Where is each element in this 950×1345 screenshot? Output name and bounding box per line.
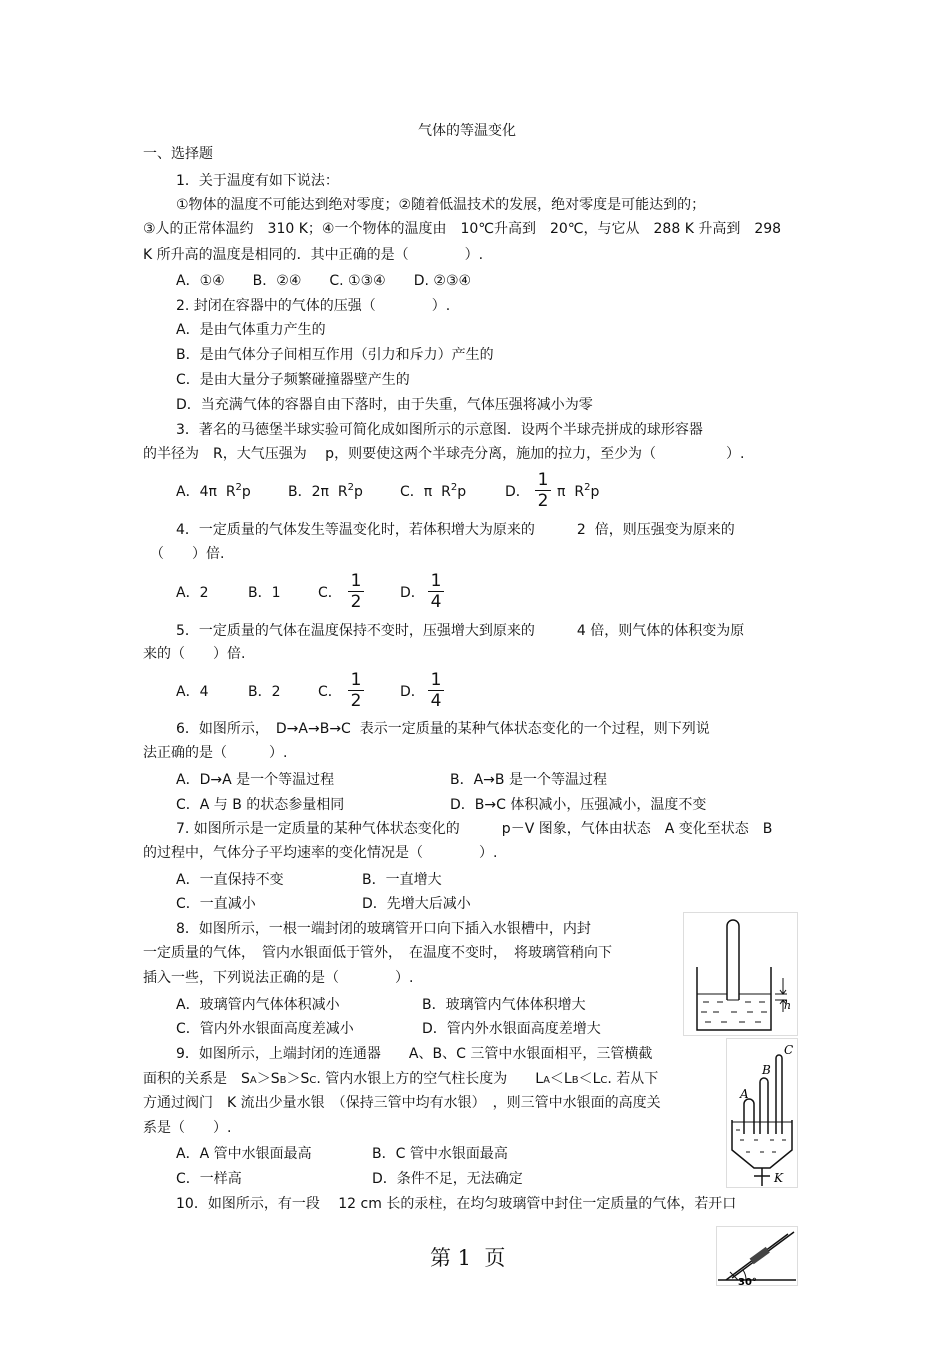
q9-line1: 9．如图所示，上端封闭的连通器 A、B、C 三管中水银面相平，三管横截 (176, 1046, 653, 1062)
q9-fig-label-k: K (774, 1171, 783, 1185)
q7-option-a: A．一直保持不变 (176, 872, 284, 888)
q7-line2: 的过程中，气体分子平均速率的变化情况是（ ）. (143, 845, 498, 861)
q4-line1: 4．一定质量的气体发生等温变化时，若体积增大为原来的 2 倍，则压强变为原来的 (176, 522, 735, 538)
q4-c-fraction: $\frac{1}{2}$ (348, 572, 364, 611)
q5-d-fraction: $\frac{1}{4}$ (428, 671, 444, 710)
q4-line2: （ ）倍. (150, 546, 225, 562)
q7-option-d: D．先增大后减小 (362, 896, 471, 912)
q5-option-c: C． (318, 684, 342, 700)
q3-option-b: B．2π $R^2p$ (288, 482, 363, 500)
q5-c-fraction: $\frac{1}{2}$ (348, 671, 364, 710)
q3-fraction: $\frac{1}{2}$ (535, 471, 551, 510)
q9-option-b: B．C 管中水银面最高 (372, 1146, 508, 1162)
q4-option-d: D． (400, 585, 425, 601)
q1-options: A．①④ B．②④ C. ①③④ D. ②③④ (176, 273, 472, 289)
q2-stem: 2. 封闭在容器中的气体的压强（ ）. (176, 298, 451, 314)
q4-option-a: A．2 (176, 585, 209, 601)
q3-option-c: C．π $R^2p$ (400, 482, 467, 500)
q8-tube-figure (683, 912, 798, 1036)
q1-line3: K 所升高的温度是相同的．其中正确的是（ ）. (143, 247, 484, 263)
q6-line2: 法正确的是（ ）. (143, 745, 288, 761)
q9-option-c: C．一样高 (176, 1171, 242, 1187)
q10-tilted-tube-figure (716, 1226, 798, 1286)
q10-fig-angle-label: 30° (738, 1277, 757, 1286)
q3-option-d-tail: π $R^2p$ (557, 482, 600, 500)
q7-line1: 7. 如图所示是一定质量的某种气体状态变化的 p－V 图象，气体由状态 A 变化至状态 B (176, 821, 773, 837)
q2-option-b: B．是由气体分子间相互作用（引力和斥力）产生的 (176, 347, 494, 363)
q3-line2: 的半径为 R，大气压强为 p，则要使这两个半球壳分离，施加的拉力，至少为（ ）. (143, 446, 745, 462)
q6-option-d: D．B→C 体积减小，压强减小，温度不变 (450, 797, 707, 813)
q3-option-d: D． (505, 484, 530, 500)
q5-option-d: D． (400, 684, 425, 700)
q8-option-a: A．玻璃管内气体体积减小 (176, 997, 340, 1013)
q10-line1: 10．如图所示，有一段 12 cm 长的汞柱，在均匀玻璃管中封住一定质量的气体，若开口 (176, 1196, 737, 1212)
q6-option-c: C．A 与 B 的状态参量相同 (176, 797, 345, 813)
q9-connector-figure (726, 1038, 798, 1188)
q8-fig-h-label: h (784, 999, 792, 1012)
q4-option-b: B．1 (248, 585, 281, 601)
q5-line1: 5．一定质量的气体在温度保持不变时，压强增大到原来的 4 倍，则气体的体积变为原 (176, 623, 745, 639)
q1-stem: 1．关于温度有如下说法： (176, 173, 339, 189)
q8-line1: 8．如图所示，一根一端封闭的玻璃管开口向下插入水银槽中，内封 (176, 921, 591, 937)
q5-line2: 来的（ ）倍. (143, 646, 246, 662)
q3-line1: 3．著名的马德堡半球实验可简化成如图所示的示意图．设两个半球壳拼成的球形容器 (176, 422, 703, 438)
q9-option-a: A．A 管中水银面最高 (176, 1146, 312, 1162)
q6-option-b: B．A→B 是一个等温过程 (450, 772, 607, 788)
q9-line2: 面积的关系是 SA＞SB＞SC. 管内水银上方的空气柱长度为 LA＜LB＜LC. 若从下 (143, 1071, 659, 1087)
q5-option-a: A．4 (176, 684, 209, 700)
q8-option-c: C．管内外水银面高度差减小 (176, 1021, 354, 1037)
q9-line3: 方通过阀门 K 流出少量水银 （保持三管中均有水银） ，则三管中水银面的高度关 (143, 1095, 661, 1111)
q8-line3: 插入一些，下列说法正确的是（ ）. (143, 970, 414, 986)
q6-option-a: A．D→A 是一个等温过程 (176, 772, 335, 788)
q9-line4: 系是（ ）. (143, 1120, 232, 1136)
q7-option-b: B．一直增大 (362, 872, 442, 888)
q7-option-c: C．一直减小 (176, 896, 256, 912)
section-heading: 一、选择题 (143, 146, 213, 162)
q6-line1: 6．如图所示， D→A→B→C 表示一定质量的某种气体状态变化的一个过程，则下列说 (176, 721, 710, 737)
q2-option-c: C．是由大量分子频繁碰撞器壁产生的 (176, 372, 410, 388)
q1-line2: ③人的正常体温约 310 K；④一个物体的温度由 10℃升高到 20℃，与它从 288 K 升高到 298 (143, 221, 782, 237)
q5-option-b: B．2 (248, 684, 281, 700)
q8-option-d: D．管内外水银面高度差增大 (422, 1021, 601, 1037)
q2-option-d: D．当充满气体的容器自由下落时，由于失重，气体压强将减小为零 (176, 397, 593, 413)
q4-option-c: C． (318, 585, 342, 601)
q9-fig-label-a: A (740, 1087, 749, 1101)
page-footer: 第 1 页 (430, 1246, 506, 1270)
q1-line1: ①物体的温度不可能达到绝对零度；②随着低温技术的发展，绝对零度是可能达到的； (176, 197, 706, 213)
q3-option-a: A．4π $R^2p$ (176, 482, 251, 500)
q2-option-a: A．是由气体重力产生的 (176, 322, 326, 338)
q8-option-b: B．玻璃管内气体体积增大 (422, 997, 586, 1013)
q9-fig-label-c: C (784, 1043, 794, 1057)
q4-d-fraction: $\frac{1}{4}$ (428, 572, 444, 611)
q9-option-d: D．条件不足，无法确定 (372, 1171, 523, 1187)
q8-line2: 一定质量的气体， 管内水银面低于管外， 在温度不变时， 将玻璃管稍向下 (143, 945, 612, 961)
page-title: 气体的等温变化 (418, 123, 516, 139)
q9-fig-label-b: B (762, 1063, 771, 1077)
